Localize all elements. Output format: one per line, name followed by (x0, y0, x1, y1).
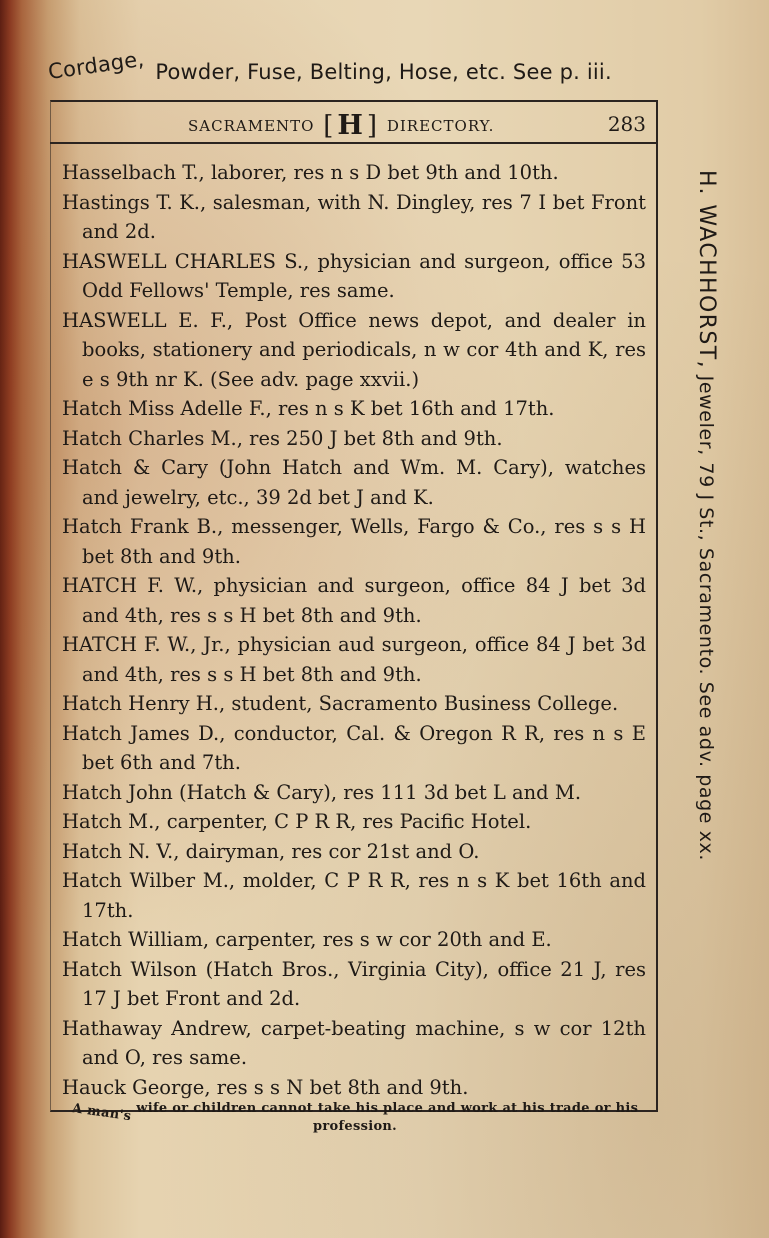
directory-entry: HATCH F. W., physician and surgeon, office 84 J bet 3d and 4th, res s s H bet 8th and 9th. (62, 574, 646, 627)
side-advertisement (688, 170, 724, 1050)
header-bracket-open: [ (323, 111, 335, 141)
directory-entry: Hatch Henry H., student, Sacramento Business College. (62, 692, 619, 715)
directory-entry: Hatch Frank B., messenger, Wells, Fargo & Co., res s s H bet 8th and 9th. (62, 515, 646, 568)
directory-entry: Hatch William, carpenter, res s w cor 20th and E. (62, 928, 552, 951)
directory-entry: Hasselbach T., laborer, res n s D bet 9th and 10th. (62, 161, 559, 184)
header-directory: DIRECTORY. (386, 117, 495, 135)
header-city: SACRAMENTO (188, 117, 315, 135)
directory-entry: HATCH F. W., Jr., physician aud surgeon, office 84 J bet 3d and 4th, res s s H bet 8th and 9th. (62, 633, 646, 686)
directory-entry: Hatch M., carpenter, C P R R, res Pacific Hotel. (62, 810, 532, 833)
directory-entry: Hatch N. V., dairyman, res cor 21st and O. (62, 839, 480, 863)
directory-entry: Hatch Wilber M., molder, C P R R, res n s K bet 16th and 17th. (62, 869, 646, 922)
directory-entry: Hatch John (Hatch & Cary), res 111 3d bet L and M. (62, 780, 582, 804)
directory-entry: Hatch Charles M., res 250 J bet 8th and 9th. (62, 426, 503, 450)
top-ad-text: Powder, Fuse, Belting, Hose, etc. See p. iii. (148, 60, 612, 84)
footer-notice (60, 1100, 650, 1136)
header-bracket-close: ] (366, 111, 379, 141)
footer-lead: A man's (70, 1101, 132, 1125)
running-header (50, 108, 658, 144)
directory-entries (62, 158, 646, 1102)
directory-entry: HASWELL CHARLES S., physician and surgeon, office 53 Odd Fellows' Temple, res same. (62, 249, 646, 302)
directory-entry: HASWELL E. F., Post Office news depot, and dealer in books, stationery and periodicals, n w cor 4th and K, res e s 9th nr K. (See adv. page xxvii.) (62, 308, 646, 391)
top-ad-first-word: Cordage, (46, 46, 146, 84)
directory-entry: Hatch Wilson (Hatch Bros., Virginia City), office 21 J, res 17 J bet Front and 2d. (62, 957, 646, 1010)
directory-entry: Hathaway Andrew, carpet-beating machine, s w cor 12th and O, res same. (62, 1016, 646, 1069)
header-title (188, 110, 494, 141)
directory-entry: Hastings T. K., salesman, with N. Dingley, res 7 I bet Front and 2d. (62, 190, 646, 243)
page-number: 283 (607, 112, 646, 136)
top-advertisement (46, 46, 670, 84)
directory-entry: Hatch James D., conductor, Cal. & Oregon R R, res n s E bet 6th and 7th. (62, 721, 646, 774)
side-ad-text: Jeweler, 79 J St., Sacramento. See adv. page xx. (695, 369, 717, 862)
directory-entry: Hatch & Cary (John Hatch and Wm. M. Cary), watches and jewelry, etc., 39 2d bet J and K. (62, 456, 646, 509)
footer-text: wife or children cannot take his place and work at his trade or his profession. (131, 1101, 639, 1134)
directory-entry: Hatch Miss Adelle F., res n s K bet 16th and 17th. (62, 397, 555, 420)
side-ad-name: H. WACHHORST, (694, 170, 719, 370)
header-letter: H (337, 110, 364, 141)
directory-entry: Hauck George, res s s N bet 8th and 9th. (62, 1075, 469, 1099)
